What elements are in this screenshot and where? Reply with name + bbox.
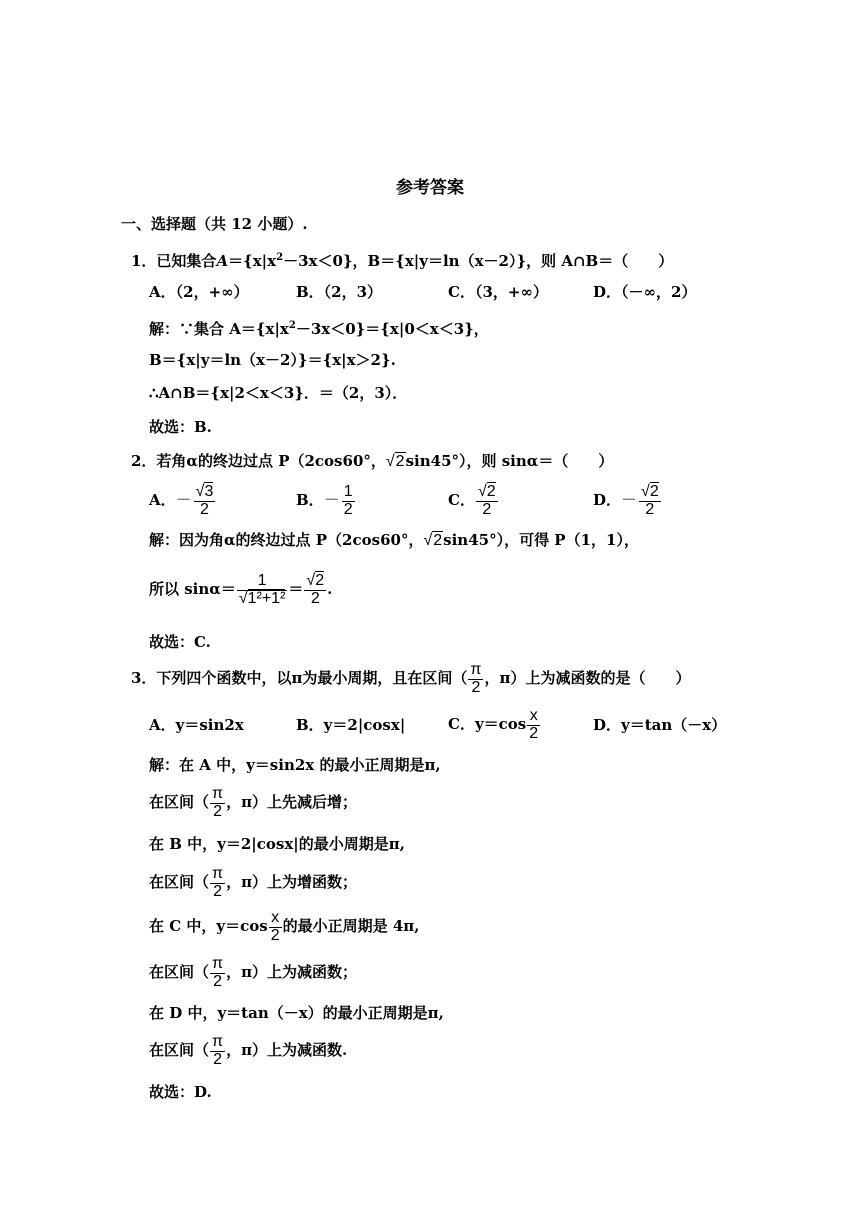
q1-option-c: C．（3，+∞） (448, 283, 548, 301)
section-heading: 一、选择题（共 12 小题）. (121, 215, 308, 233)
q2-option-c: C． $\frac{√2}{2}$ (448, 482, 496, 518)
sqrt-symbol: √2 (385, 453, 405, 470)
q1-solution-line2: B＝{x|y＝ln（x－2）}＝{x|x＞2}. (149, 351, 396, 369)
q1-stem: 1．已知集合$A=\{x|x^2-3x<0\}$，B＝{x|y＝ln（x－2）}，则 A∩B＝（ ） (131, 252, 674, 270)
q3-option-c: C．y＝cos $\frac{x}{2}$ (448, 706, 539, 742)
q2-answer: 故选：C. (149, 633, 211, 651)
q3-stem: 3．下列四个函数中，以π为最小周期，且在区间（ $\frac{\pi}{2}$ ，π）上为减函数的是（ ） (131, 660, 691, 696)
q3-solution-line2: 在区间（ $\frac{\pi}{2}$ ，π）上先减后增； (149, 784, 358, 820)
q2-solution-line2: 所以 sinα＝ $\frac{1}{\text{√1²+1²}}$ ＝ $\frac{√2}{2}$ . (149, 571, 333, 607)
q3-option-d: D．y＝tan（－x） (593, 716, 727, 734)
q3-solution-line8: 在区间（ $\frac{\pi}{2}$ ，π）上为减函数. (149, 1032, 348, 1068)
q3-solution-line3: 在 B 中，y＝2|cosx|的最小周期是π, (149, 835, 405, 853)
q2-solution-line1: 解：因为角α的终边过点 P（2cos60°，√2sin45°），可得 P（1，1）， (149, 531, 639, 549)
q3-solution-line5: 在 C 中，y＝cos $\frac{x}{2}$ 的最小正周期是 4π, (149, 908, 420, 944)
q3-answer: 故选：D. (149, 1083, 212, 1101)
q3-solution-line7: 在 D 中，y＝tan（－x）的最小正周期是π, (149, 1004, 444, 1022)
q2-option-b: B．－ $\frac{1}{2}$ (296, 482, 353, 518)
q3-solution-line1: 解：在 A 中，y＝sin2x 的最小正周期是π, (149, 756, 441, 774)
q2-option-d: D．－ $\frac{√2}{2}$ (593, 482, 659, 518)
q3-solution-line6: 在区间（ $\frac{\pi}{2}$ ，π）上为减函数； (149, 954, 358, 990)
q1-option-d: D．（－∞，2） (593, 283, 697, 301)
page-title: 参考答案 (396, 178, 464, 198)
q2-option-a: A．－ $\frac{√3}{2}$ (149, 482, 214, 518)
q1-solution-line3: ∴A∩B＝{x|2＜x＜3}．＝（2，3）． (149, 384, 408, 402)
q1-option-a: A．（2，+∞） (149, 283, 249, 301)
q3-option-a: A．y＝sin2x (149, 716, 244, 734)
q1-option-b: B．（2，3） (296, 283, 383, 301)
q1-answer: 故选：B. (149, 418, 212, 436)
q3-option-b: B．y＝2|cosx| (296, 716, 406, 734)
q3-solution-line4: 在区间（ $\frac{\pi}{2}$ ，π）上为增函数； (149, 864, 358, 900)
q1-solution-line1: 解：∵集合 $A=\{x|x^2-3x<0\}=\{x|0<x<3\}$， (149, 320, 489, 338)
q2-stem: 2．若角α的终边过点 P（2cos60°，√2sin45°），则 sinα＝（ ） (131, 452, 614, 470)
